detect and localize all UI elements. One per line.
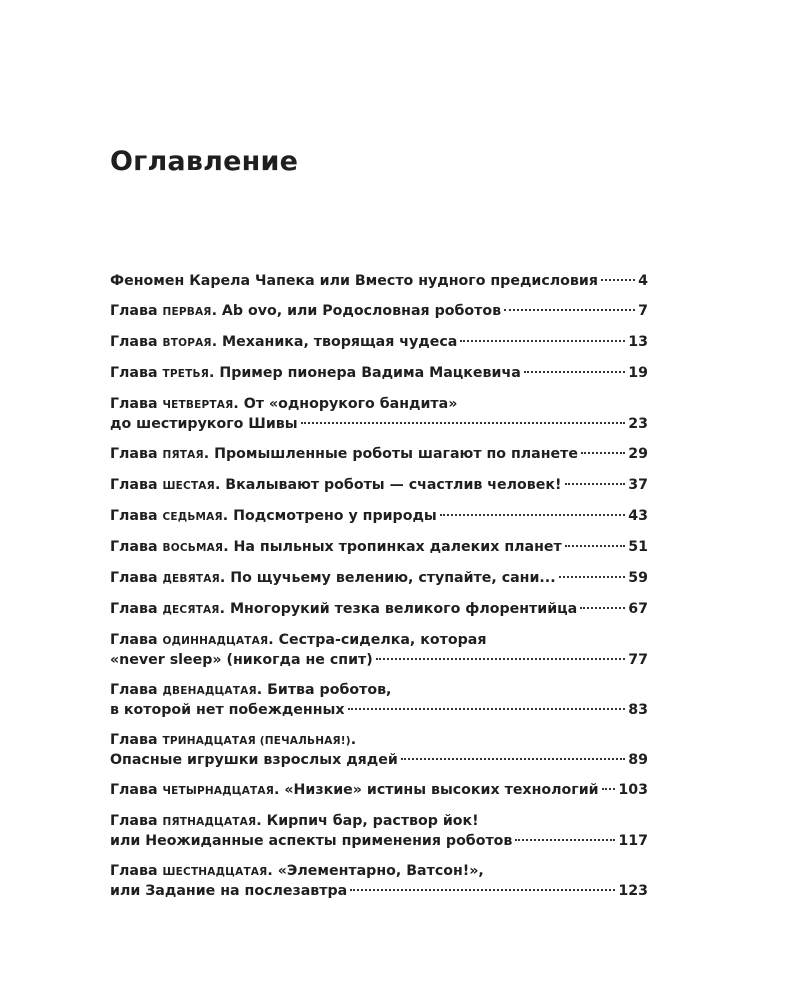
chapter-prefix: Глава [110,539,163,555]
chapter-prefix: Глава [110,334,163,350]
toc-entry-label [110,862,484,882]
toc-entry-label [110,781,599,801]
toc-entry-label [110,812,479,832]
chapter-prefix: Глава [110,601,163,617]
toc-entry-label [110,364,521,384]
toc-line [110,882,648,901]
chapter-separator: . [219,601,230,617]
toc-line [110,364,648,384]
dot-leader [602,788,616,790]
chapter-number: ВТОРАЯ [162,337,212,349]
toc-line [110,445,648,465]
toc-entry-title: Подсмотрено у природы [233,508,437,524]
chapter-number: ОДИННАДЦАТАЯ [162,635,269,647]
dot-leader [504,309,635,311]
toc-page-number: 19 [628,365,648,381]
chapter-number: ПЕРВАЯ [162,306,212,318]
dot-leader [559,576,626,578]
toc-entry[interactable] [110,812,648,851]
page-title: Оглавление [110,146,299,177]
chapter-number: ШЕСТАЯ [162,480,215,492]
toc-line [110,476,648,496]
dot-leader [301,422,626,424]
toc-page-number: 67 [628,601,648,617]
chapter-separator: . [223,539,234,555]
toc-entry-title: в которой нет побежденных [110,702,345,718]
toc-entry-title: или Неожиданные аспекты применения роботов [110,833,513,849]
toc-page-number: 77 [628,652,648,668]
chapter-number: СЕДЬМАЯ [162,511,223,523]
toc-entry-title: Феномен Карела Чапека или Вместо нудного предисловия [110,273,598,289]
toc-entry-label [110,681,391,701]
toc-page-number: 4 [638,273,648,289]
toc-line [110,302,648,322]
toc-entry-label [110,272,598,291]
toc-entry-label [110,415,298,434]
toc-line [110,651,648,670]
toc-line [110,862,648,882]
toc-page-number: 103 [618,782,648,798]
toc-entry[interactable] [110,538,648,558]
toc-line [110,333,648,353]
chapter-prefix: Глава [110,303,163,319]
dot-leader [348,708,626,710]
toc-entry-label [110,832,512,851]
chapter-prefix: Глава [110,446,163,462]
toc-line [110,832,648,851]
toc-line [110,600,648,620]
chapter-prefix: Глава [110,632,163,648]
toc-entry-label [110,445,578,465]
toc-line [110,415,648,434]
chapter-prefix: Глава [110,863,163,879]
chapter-number: ДЕВЯТАЯ [162,573,220,585]
chapter-number: ВОСЬМАЯ [162,542,224,554]
toc-entry-label [110,476,562,496]
toc-entry[interactable] [110,569,648,589]
toc-entry-title: Пример пионера Вадима Мацкевича [219,365,521,381]
toc-line [110,395,648,415]
chapter-number: ТРЕТЬЯ [162,368,209,380]
chapter-prefix: Глава [110,732,163,748]
toc-entry-label [110,731,356,751]
toc-entry-title: По щучьему велению, ступайте, сани... [230,570,556,586]
toc-entry-label [110,538,562,558]
toc-entry-label [110,882,347,901]
toc-entry-title: «never sleep» (никогда не спит) [110,652,373,668]
toc-entry-title: Вкалывают роботы — счастлив человек! [225,477,562,493]
chapter-prefix: Глава [110,365,163,381]
toc-page-number: 43 [628,508,648,524]
toc-entry-label [110,631,486,651]
toc-page-number: 29 [628,446,648,462]
chapter-prefix: Глава [110,813,163,829]
toc-entry-label [110,651,373,670]
toc-entry[interactable] [110,507,648,527]
toc-entry[interactable] [110,781,648,801]
dot-leader [376,658,626,660]
chapter-prefix: Глава [110,782,163,798]
toc-entry-title: или Задание на послезавтра [110,883,348,899]
chapter-separator: . [219,570,231,586]
toc-entry[interactable] [110,395,648,434]
chapter-prefix: Глава [110,396,163,412]
toc-page-number: 89 [628,752,648,768]
toc-page-number: 51 [628,539,648,555]
toc-entry-label [110,395,457,415]
toc-entry[interactable] [110,862,648,901]
toc-entry-title: От «однорукого бандита» [243,396,458,412]
toc-line [110,781,648,801]
chapter-number: ДЕСЯТАЯ [162,604,220,616]
toc-entry-title: Ab ovo, или Родословная роботов [221,303,502,319]
toc-line [110,681,648,701]
chapter-number: ТРИНАДЦАТАЯ (ПЕЧАЛЬНАЯ!) [162,735,351,747]
toc-entry[interactable] [110,731,648,770]
toc-line [110,569,648,589]
chapter-separator: . [274,782,285,798]
toc-entry[interactable] [110,272,648,291]
toc-entry-label [110,600,577,620]
toc-entry[interactable] [110,364,648,384]
toc-entry[interactable] [110,333,648,353]
chapter-number: ДВЕНАДЦАТАЯ [162,685,257,697]
toc-entry[interactable] [110,631,648,670]
dot-leader [401,758,625,760]
chapter-separator: . [267,863,278,879]
toc-entry-title: Битва роботов, [267,682,392,698]
toc-entry-title: Промышленные роботы шагают по планете [214,446,579,462]
chapter-separator: . [256,682,268,698]
dot-leader [581,452,625,454]
toc-line [110,507,648,527]
toc-page-number: 83 [628,702,648,718]
chapter-separator: . [268,632,279,648]
chapter-prefix: Глава [110,508,163,524]
toc-entry-title: «Низкие» истины высоких технологий [284,782,599,798]
dot-leader [580,607,625,609]
toc-entry[interactable] [110,600,648,620]
table-of-contents [110,272,648,912]
toc-entry-title: до шестирукого Шивы [110,416,298,432]
toc-line [110,272,648,291]
toc-line [110,731,648,751]
toc-entry-label [110,507,437,527]
toc-page-number: 59 [628,570,648,586]
chapter-number: ЧЕТВЕРТАЯ [162,399,234,411]
chapter-prefix: Глава [110,682,163,698]
toc-entry-title: Кирпич бар, раствор йок! [266,813,479,829]
toc-entry-label [110,701,345,720]
dot-leader [524,371,625,373]
dot-leader [440,514,626,516]
chapter-number: ШЕСТНАДЦАТАЯ [162,866,268,878]
dot-leader [565,483,626,485]
chapter-number: ЧЕТЫРНАДЦАТАЯ [162,785,275,797]
toc-line [110,631,648,651]
toc-page-number: 37 [628,477,648,493]
chapter-separator: . [208,365,220,381]
toc-entry-title: На пыльных тропинках далеких планет [233,539,562,555]
toc-page-number: 123 [618,883,648,899]
toc-line [110,751,648,770]
toc-page-number: 13 [628,334,648,350]
toc-entry-label [110,333,457,353]
toc-entry-title: Механика, творящая чудеса [222,334,458,350]
toc-entry-title: «Элементарно, Ватсон!», [277,863,484,879]
toc-entry-title: Многорукий тезка великого флорентийца [229,601,578,617]
toc-entry[interactable] [110,302,648,322]
chapter-number: ПЯТНАДЦАТАЯ [162,816,257,828]
toc-page-number: 23 [628,416,648,432]
toc-entry-title: Сестра-сиделка, которая [278,632,487,648]
chapter-separator: . [203,446,215,462]
toc-entry[interactable] [110,476,648,496]
toc-line [110,538,648,558]
chapter-separator: . [222,508,234,524]
chapter-separator: . [233,396,244,412]
chapter-separator: . [350,732,357,748]
dot-leader [601,279,635,281]
chapter-separator: . [214,477,226,493]
toc-page-number: 117 [618,833,648,849]
toc-entry-label [110,569,556,589]
chapter-prefix: Глава [110,570,163,586]
toc-entry-title: Опасные игрушки взрослых дядей [110,752,398,768]
chapter-number: ПЯТАЯ [162,449,204,461]
toc-entry[interactable] [110,445,648,465]
toc-entry-label [110,302,501,322]
toc-page-number: 7 [638,303,648,319]
toc-line [110,701,648,720]
dot-leader [515,839,615,841]
chapter-prefix: Глава [110,477,163,493]
chapter-separator: . [256,813,267,829]
toc-line [110,812,648,832]
chapter-separator: . [211,334,223,350]
chapter-separator: . [211,303,222,319]
toc-entry[interactable] [110,681,648,720]
toc-entry-label [110,751,398,770]
dot-leader [565,545,626,547]
dot-leader [460,340,625,342]
dot-leader [350,889,615,891]
